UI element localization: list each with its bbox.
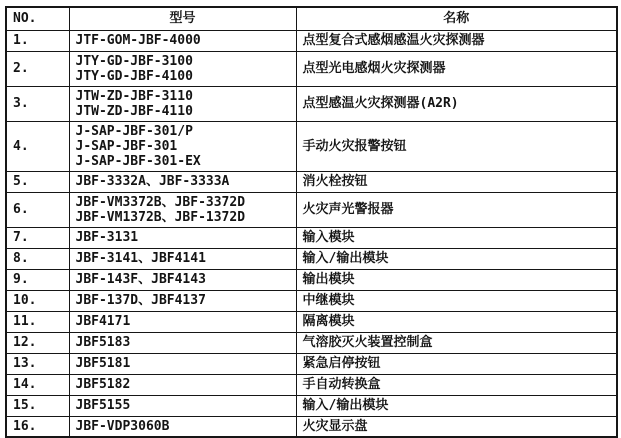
- no-cell: 13.: [6, 353, 69, 374]
- model-cell: [69, 30, 296, 51]
- model-line: JBF-VM1372B、JBF-1372D: [75, 209, 246, 225]
- table-row: [6, 86, 617, 121]
- header-row: [6, 7, 617, 30]
- name-cell: 中继模块: [296, 290, 617, 311]
- table-row: [6, 192, 617, 227]
- model-cell: [69, 227, 296, 248]
- no-cell: 8.: [6, 248, 69, 269]
- model-line: J-SAP-JBF-301/P: [75, 123, 193, 139]
- column-header-name: 名称: [296, 7, 617, 30]
- model-line: JBF-137D、JBF4137: [75, 293, 206, 308]
- name-cell: 手动火灾报警按钮: [296, 121, 617, 171]
- no-cell: 2.: [6, 51, 69, 86]
- table-row: [6, 395, 617, 416]
- model-line: JTW-ZD-JBF-4110: [75, 103, 193, 119]
- model-line: JBF4171: [75, 314, 131, 329]
- model-line: JBF5155: [75, 398, 131, 413]
- no-cell: 4.: [6, 121, 69, 171]
- table-row: [6, 332, 617, 353]
- table-row: [6, 227, 617, 248]
- model-line: JTF-GOM-JBF-4000: [75, 33, 201, 48]
- no-cell: 16.: [6, 416, 69, 437]
- name-cell: 点型复合式感烟感温火灾探测器: [296, 30, 617, 51]
- model-line: JTY-GD-JBF-4100: [75, 68, 193, 84]
- name-cell: 消火栓按钮: [296, 171, 617, 192]
- model-cell: [69, 269, 296, 290]
- table-body: [6, 30, 617, 437]
- table-row: [6, 374, 617, 395]
- model-line: J-SAP-JBF-301: [75, 138, 178, 154]
- table-row: [6, 51, 617, 86]
- equipment-spec-table: [5, 6, 618, 438]
- no-cell: 12.: [6, 332, 69, 353]
- model-cell: [69, 51, 296, 86]
- column-header-model: 型号: [69, 7, 296, 30]
- model-line: JBF5181: [75, 356, 131, 371]
- no-cell: 1.: [6, 30, 69, 51]
- no-cell: 14.: [6, 374, 69, 395]
- no-cell: 15.: [6, 395, 69, 416]
- model-line: JBF-VDP3060B: [75, 418, 170, 434]
- name-cell: 输出模块: [296, 269, 617, 290]
- no-cell: 11.: [6, 311, 69, 332]
- table-row: [6, 290, 617, 311]
- column-header-no: NO.: [6, 7, 69, 30]
- table-row: [6, 248, 617, 269]
- model-cell: [69, 121, 296, 171]
- model-cell: [69, 374, 296, 395]
- model-line: JBF5183: [75, 335, 131, 350]
- model-line: JBF5182: [75, 377, 131, 392]
- model-cell: [69, 290, 296, 311]
- name-cell: 火灾显示盘: [296, 416, 617, 437]
- no-cell: 3.: [6, 86, 69, 121]
- table-row: [6, 30, 617, 51]
- model-cell: [69, 311, 296, 332]
- name-cell: 输入/输出模块: [296, 395, 617, 416]
- model-line: JTW-ZD-JBF-3110: [75, 88, 193, 104]
- no-cell: 6.: [6, 192, 69, 227]
- table-row: [6, 311, 617, 332]
- model-line: JTY-GD-JBF-3100: [75, 53, 193, 69]
- no-cell: 5.: [6, 171, 69, 192]
- model-line: JBF-143F、JBF4143: [75, 272, 206, 287]
- name-cell: 点型感温火灾探测器(A2R): [296, 86, 617, 121]
- no-cell: 9.: [6, 269, 69, 290]
- table-row: [6, 171, 617, 192]
- model-cell: [69, 86, 296, 121]
- table-row: [6, 121, 617, 171]
- model-cell: [69, 248, 296, 269]
- model-line: JBF-3131: [75, 230, 139, 245]
- no-cell: 10.: [6, 290, 69, 311]
- model-line: J-SAP-JBF-301-EX: [75, 153, 201, 169]
- model-cell: [69, 192, 296, 227]
- name-cell: 点型光电感烟火灾探测器: [296, 51, 617, 86]
- model-line: JBF-VM3372B、JBF-3372D: [75, 194, 246, 210]
- name-cell: 输入/输出模块: [296, 248, 617, 269]
- name-cell: 手自动转换盒: [296, 374, 617, 395]
- model-cell: [69, 171, 296, 192]
- name-cell: 隔离模块: [296, 311, 617, 332]
- no-cell: 7.: [6, 227, 69, 248]
- model-cell: [69, 332, 296, 353]
- model-line: JBF-3141、JBF4141: [75, 251, 206, 266]
- model-line: JBF-3332A、JBF-3333A: [75, 174, 230, 189]
- name-cell: 紧急启停按钮: [296, 353, 617, 374]
- model-cell: [69, 395, 296, 416]
- table-header: [6, 7, 617, 30]
- table-row: [6, 353, 617, 374]
- name-cell: 气溶胶灭火装置控制盒: [296, 332, 617, 353]
- table-row: [6, 269, 617, 290]
- name-cell: 火灾声光警报器: [296, 192, 617, 227]
- model-cell: [69, 353, 296, 374]
- name-cell: 输入模块: [296, 227, 617, 248]
